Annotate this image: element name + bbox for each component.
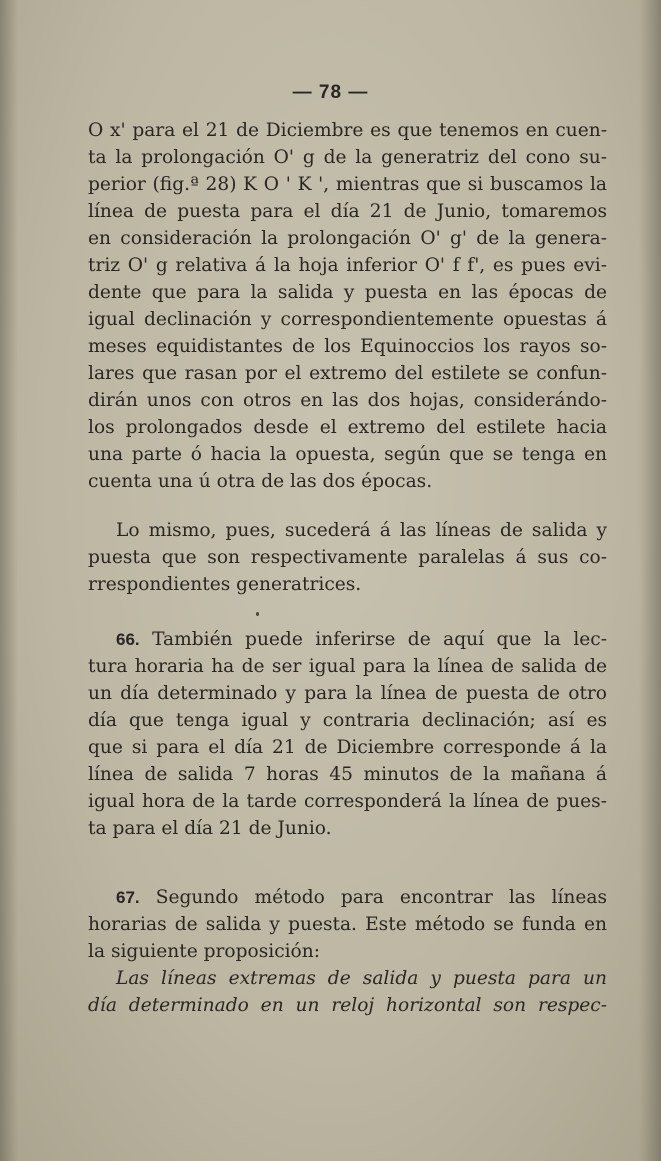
italic-text-line: día determinado en un reloj horizontal son respec- <box>88 995 607 1016</box>
page-edge-shadow-right <box>639 0 661 1161</box>
text-line: ta para el día 21 de Junio. <box>88 818 332 839</box>
section-first-line: Segundo método para encontrar las líneas <box>155 887 607 908</box>
paragraph-continuation <box>88 117 607 495</box>
text-line: Lo mismo, pues, sucederá á las líneas de salida y <box>116 520 607 541</box>
text-line: línea de salida 7 horas 45 minutos de la mañana á <box>88 764 607 785</box>
ink-speck <box>256 612 259 616</box>
text-line: horarias de salida y puesta. Este método se funda en <box>88 914 607 935</box>
text-line: igual declinación y correspondientemente opuestas á <box>88 309 607 330</box>
section-first-line: También puede inferirse de aquí que la lec- <box>152 629 607 650</box>
section-66 <box>88 626 607 842</box>
section-67 <box>88 884 607 1019</box>
text-line: puesta que son respectivamente paralelas á sus co- <box>88 547 607 568</box>
section-number: 67. <box>116 888 140 907</box>
text-line: una parte ó hacia la opuesta, según que se tenga en <box>88 444 607 465</box>
text-line: los prolongados desde el extremo del estilete hacia <box>88 417 607 438</box>
text-line: día que tenga igual y contraria declinación; así es <box>88 710 607 731</box>
text-line: dente que para la salida y puesta en las épocas de <box>88 282 607 303</box>
text-line: dirán unos con otros en las dos hojas, considerándo- <box>88 390 607 411</box>
text-line <box>88 884 607 911</box>
text-line: que si para el día 21 de Diciembre corresponde á la <box>88 737 607 758</box>
text-line: lares que rasan por el extremo del estilete se confun- <box>88 363 607 384</box>
text-line: perior (fig.ª 28) K O ' K ', mientras que si buscamos la <box>88 174 607 195</box>
text-line: en consideración la prolongación O' g' de la genera- <box>88 228 607 249</box>
text-line: O x' para el 21 de Diciembre es que tenemos en cuen- <box>88 120 607 141</box>
text-line: igual hora de la tarde corresponderá la línea de pues- <box>88 791 607 812</box>
text-line: la siguiente proposición: <box>88 941 320 962</box>
page-number: — 78 — <box>292 82 369 103</box>
section-number: 66. <box>116 630 140 649</box>
italic-text-line: Las líneas extremas de salida y puesta para un <box>116 968 607 989</box>
page-edge-shadow-left <box>0 0 18 1161</box>
text-line <box>88 626 607 653</box>
text-line: triz O' g relativa á la hoja inferior O' f f', es pues evi- <box>88 255 607 276</box>
paragraph-lo-mismo <box>88 517 607 598</box>
text-line: rrespondientes generatrices. <box>88 574 362 595</box>
text-line: ta la prolongación O' g de la generatriz del cono su- <box>88 147 607 168</box>
text-line: tura horaria ha de ser igual para la línea de salida de <box>88 656 607 677</box>
text-line: meses equidistantes de los Equinoccios los rayos so- <box>88 336 607 357</box>
text-line: cuenta una ú otra de las dos épocas. <box>88 471 433 492</box>
text-line: línea de puesta para el día 21 de Junio, tomaremos <box>88 201 607 222</box>
text-line: un día determinado y para la línea de puesta de otro <box>88 683 607 704</box>
